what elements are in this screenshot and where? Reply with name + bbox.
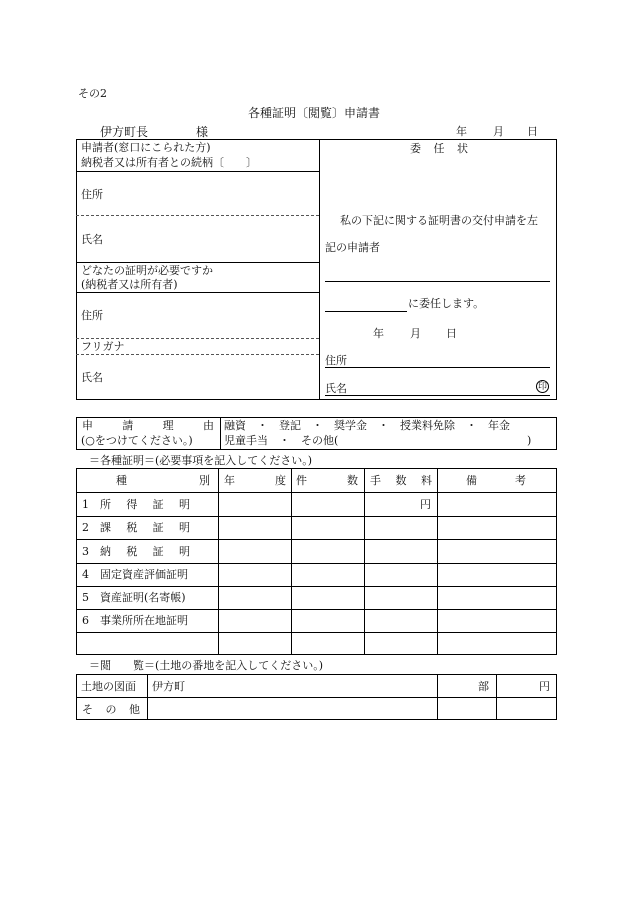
header-date-year: 年: [456, 125, 467, 138]
delegation-text-line1: 私の下記に関する証明書の交付申請を左: [340, 214, 538, 227]
certificates-section-title: ＝各種証明＝(必要事項を記入してください。): [89, 454, 313, 467]
viewing-yen-unit: 円: [539, 680, 550, 693]
target-furigana-label: フリガナ: [81, 340, 125, 353]
delegate-name-line: [325, 311, 407, 312]
viewing-other-label: そ の 他: [82, 703, 140, 716]
col-header-type: 種 別: [116, 474, 210, 487]
applicant-address-label: 住所: [81, 188, 103, 201]
delegation-name-label: 氏名: [325, 382, 347, 395]
header-date-day: 日: [527, 125, 538, 138]
fee-yen-unit: 円: [420, 498, 431, 511]
delegation-suffix: に委任します。: [408, 297, 485, 310]
reason-note: (○をつけてください。): [81, 434, 193, 447]
row-number: 4: [82, 568, 89, 581]
row-tax-payment-certificate: 納 税 証 明: [100, 545, 190, 558]
applicant-name-label: 氏名: [81, 233, 103, 246]
header-date-month: 月: [493, 125, 504, 138]
delegation-title: 委 任 状: [410, 142, 468, 155]
row-tax-assessment-certificate: 課 税 証 明: [100, 521, 190, 534]
row-income-certificate: 所 得 証 明: [100, 498, 190, 511]
col-header-remarks: 備 考: [466, 474, 526, 487]
row-number: 2: [82, 521, 89, 534]
target-heading: どなたの証明が必要ですか: [81, 264, 213, 277]
row-number: 5: [82, 591, 89, 604]
viewing-section-title: ＝閲 覧＝(土地の番地を記入してください。): [89, 659, 324, 672]
delegation-blank-line: [325, 281, 550, 282]
target-address-label: 住所: [81, 309, 103, 322]
addressee-office: 伊方町長: [100, 125, 149, 139]
reason-options-line1[interactable]: 融資 ・ 登記 ・ 奨学金 ・ 授業料免除 ・ 年金: [224, 419, 510, 432]
reason-other-close: ): [527, 434, 532, 447]
applicant-relation-field[interactable]: 納税者又は所有者との続柄〔 〕: [81, 156, 257, 169]
viewing-land-map-label: 土地の図面: [81, 680, 136, 693]
row-fixed-asset-valuation: 固定資産評価証明: [100, 568, 188, 581]
delegation-date-year: 年: [373, 327, 384, 340]
viewing-copies-unit: 部: [478, 680, 489, 693]
col-header-year: 年 度: [224, 474, 286, 487]
seal-mark: 印: [537, 382, 547, 392]
addressee-honorific: 様: [196, 125, 209, 139]
row-number: 1: [82, 498, 89, 511]
row-asset-certificate: 資産証明(名寄帳): [100, 591, 186, 604]
row-business-location-certificate: 事業所所在地証明: [100, 614, 188, 627]
col-header-fee: 手 数 料: [370, 474, 432, 487]
row-number: 6: [82, 614, 89, 627]
reason-label: 申 請 理 由: [82, 419, 214, 432]
delegation-text-line2: 記の申請者: [325, 241, 380, 254]
row-number: 3: [82, 545, 89, 558]
delegation-date-day: 日: [446, 327, 457, 340]
viewing-town-name: 伊方町: [152, 680, 185, 693]
col-header-count: 件 数: [296, 474, 358, 487]
reason-options-line2[interactable]: 児童手当 ・ その他(: [224, 434, 339, 447]
page-title: 各種証明〔閲覧〕申請書: [248, 106, 381, 120]
delegation-date-month: 月: [410, 327, 421, 340]
target-name-label: 氏名: [81, 371, 103, 384]
delegation-address-label: 住所: [325, 354, 347, 367]
target-subheading: (納税者又は所有者): [81, 278, 178, 291]
applicant-heading: 申請者(窓口にこられた方): [81, 141, 211, 154]
form-number: その2: [78, 87, 107, 100]
